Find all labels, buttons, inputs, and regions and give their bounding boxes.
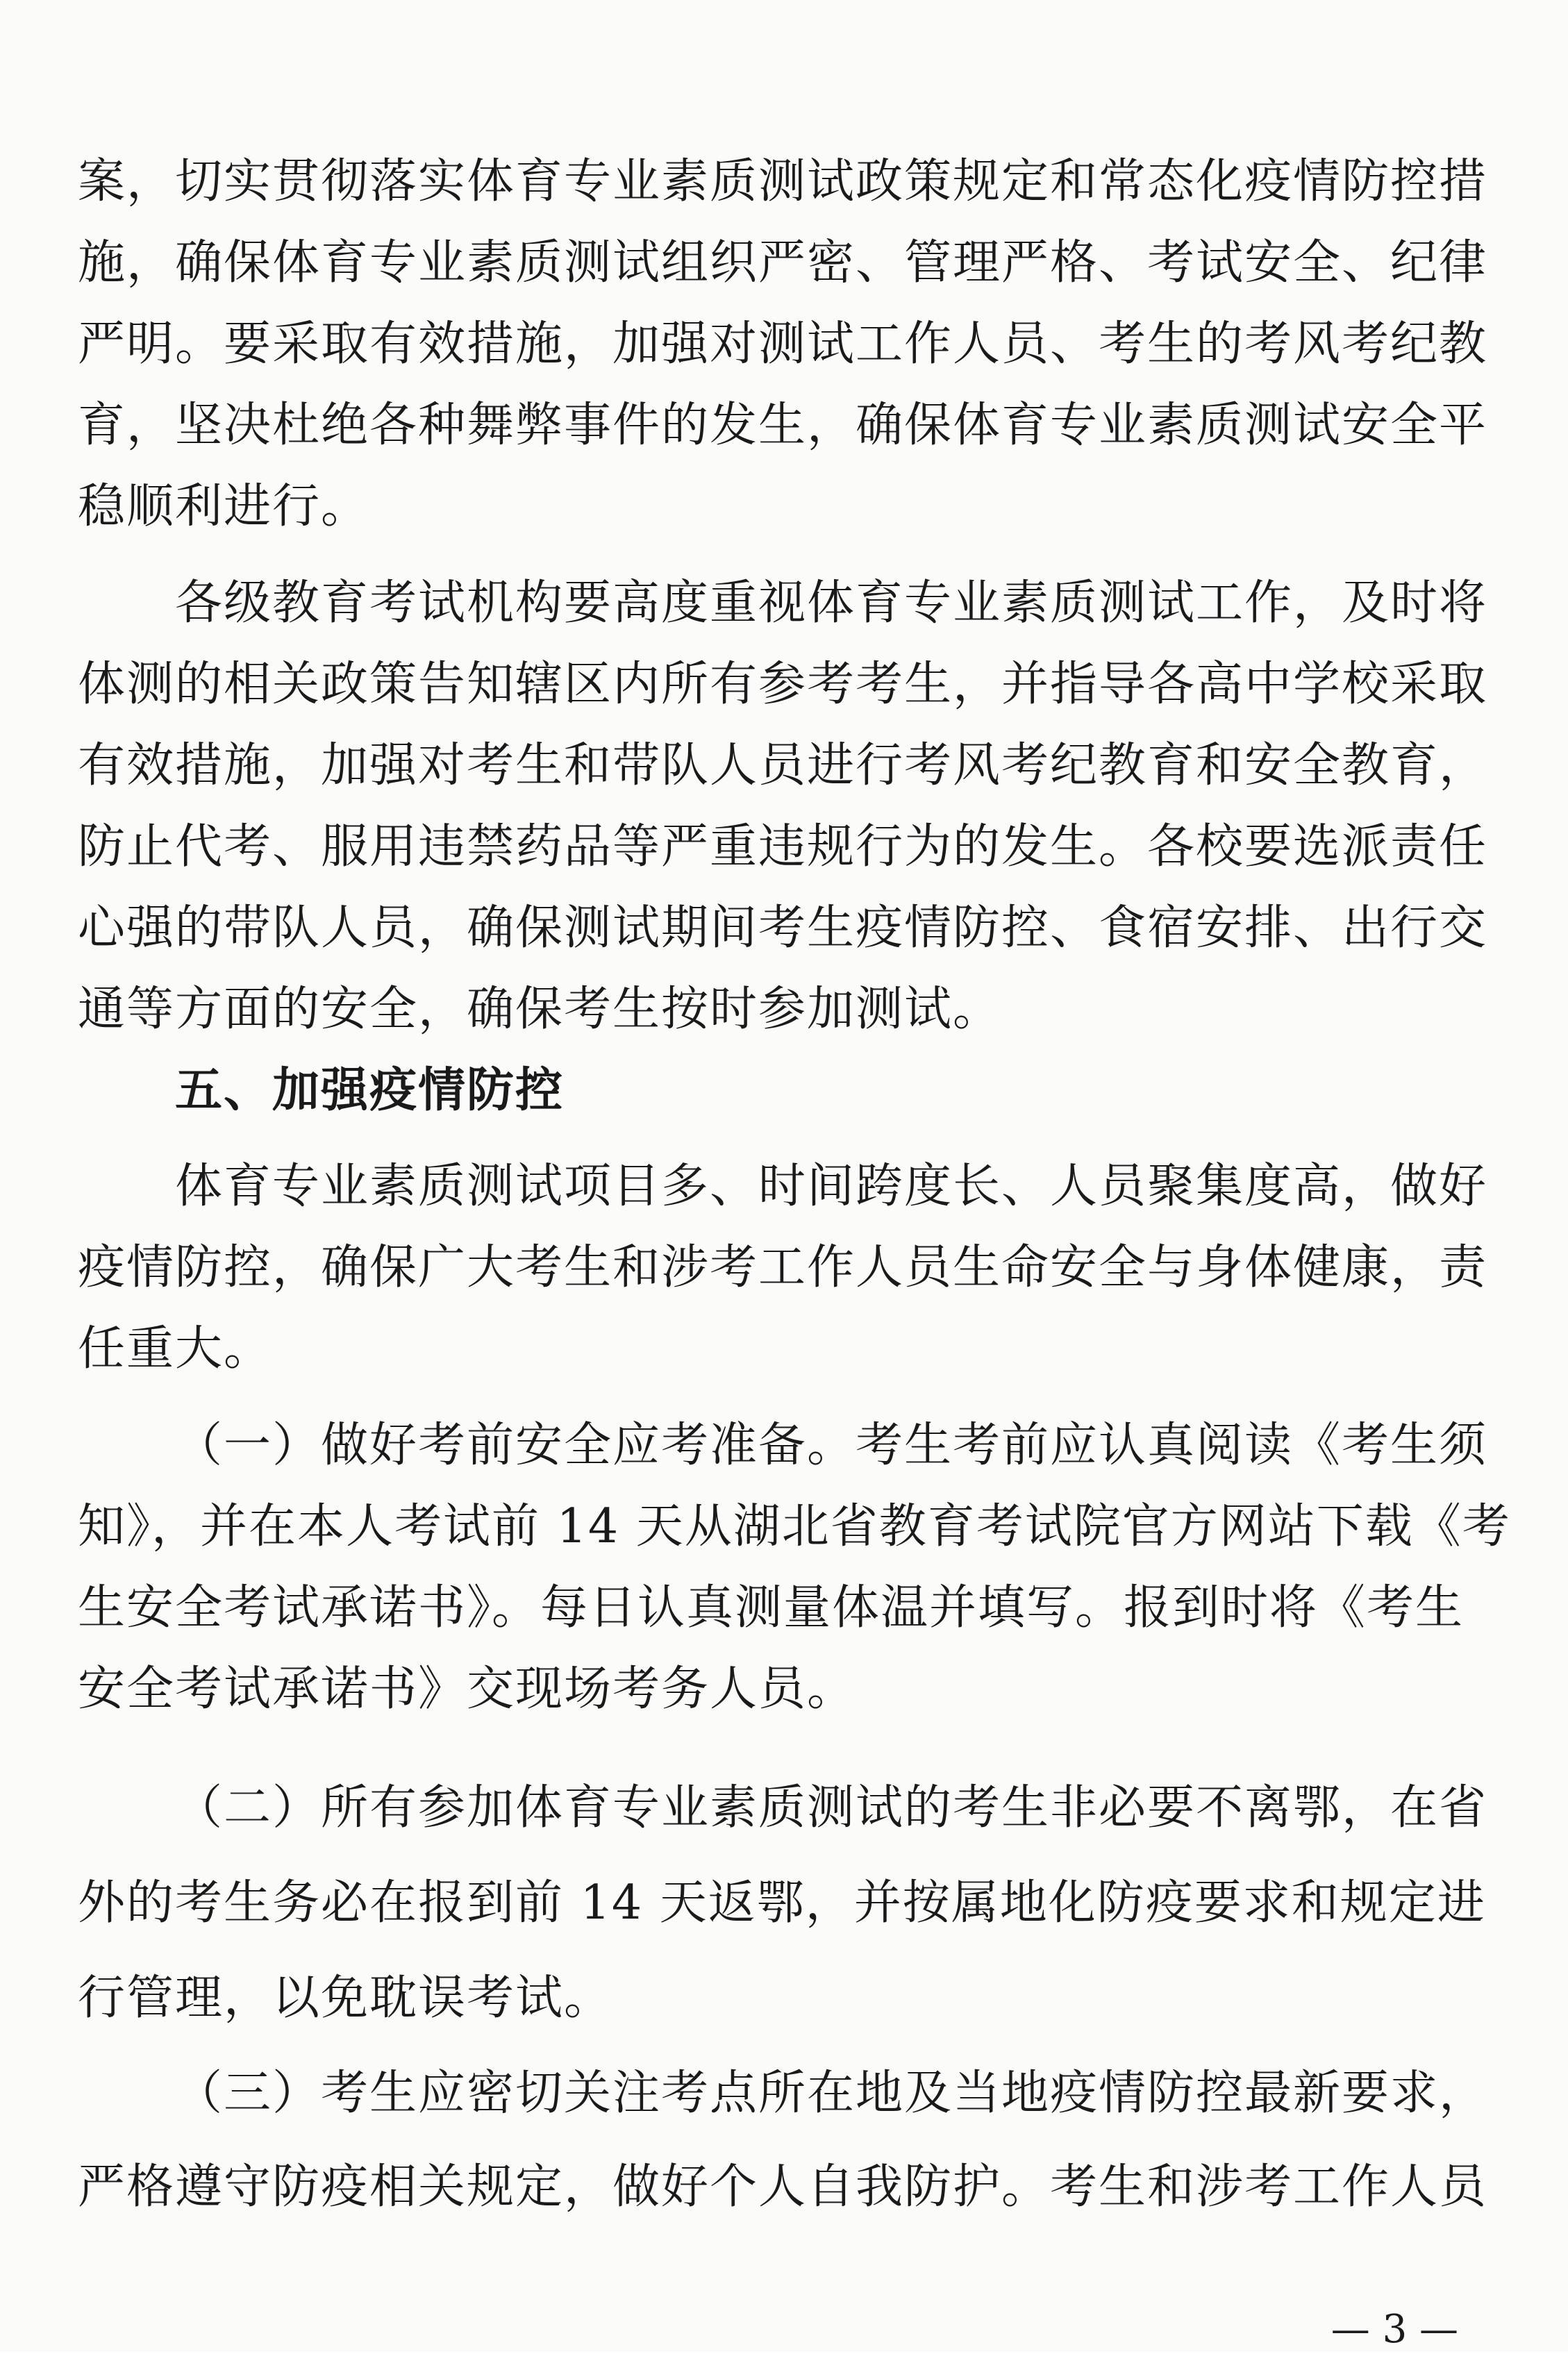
body-line: 生安全考试承诺书》。每日认真测量体温并填写。报到时将《考生: [78, 1580, 1465, 1635]
body-line: 体测的相关政策告知辖区内所有参考考生，并指导各高中学校采取: [78, 657, 1488, 712]
body-line: 任重大。: [78, 1321, 273, 1376]
body-line: 稳顺利进行。: [78, 479, 370, 534]
body-line: 心强的带队人员，确保测试期间考生疫情防控、食宿安排、出行交: [78, 901, 1488, 955]
body-line: 有效措施，加强对考生和带队人员进行考风考纪教育和安全教育，: [78, 738, 1488, 793]
body-line: 外的考生务必在报到前 14 天返鄂，并按属地化防疫要求和规定进: [78, 1876, 1486, 1930]
body-line: 通等方面的安全，确保考生按时参加测试。: [78, 982, 1002, 1037]
body-line: 案，切实贯彻落实体育专业素质测试政策规定和常态化疫情防控措: [78, 154, 1488, 209]
body-line: 体育专业素质测试项目多、时间跨度长、人员聚集度高，做好: [175, 1159, 1488, 1214]
body-line: 各级教育考试机构要高度重视体育专业素质测试工作，及时将: [175, 576, 1488, 631]
body-line: （二）所有参加体育专业素质测试的考生非必要不离鄂，在省: [175, 1780, 1488, 1835]
body-line: 育，坚决杜绝各种舞弊事件的发生，确保体育专业素质测试安全平: [78, 398, 1488, 453]
section-heading: 五、加强疫情防控: [175, 1063, 565, 1118]
body-line: 严明。要采取有效措施，加强对测试工作人员、考生的考风考纪教: [78, 317, 1488, 372]
body-line: 疫情防控，确保广大考生和涉考工作人员生命安全与身体健康，责: [78, 1240, 1488, 1295]
body-line: （三）考生应密切关注考点所在地及当地疫情防控最新要求，: [175, 2066, 1488, 2121]
body-line: 知》，并在本人考试前 14 天从湖北省教育考试院官方网站下载《考: [78, 1499, 1511, 1554]
body-line: 施，确保体育专业素质测试组织严密、管理严格、考试安全、纪律: [78, 235, 1488, 290]
body-line: 行管理，以免耽误考试。: [78, 1971, 613, 2026]
body-line: 严格遵守防疫相关规定，做好个人自我防护。考生和涉考工作人员: [78, 2160, 1488, 2214]
body-line: 安全考试承诺书》交现场考务人员。: [78, 1662, 856, 1717]
body-line: （一）做好考前安全应考准备。考生考前应认真阅读《考生须: [175, 1418, 1488, 1473]
page-number: — 3 —: [1331, 2307, 1458, 2352]
body-line: 防止代考、服用违禁药品等严重违规行为的发生。各校要选派责任: [78, 819, 1488, 874]
